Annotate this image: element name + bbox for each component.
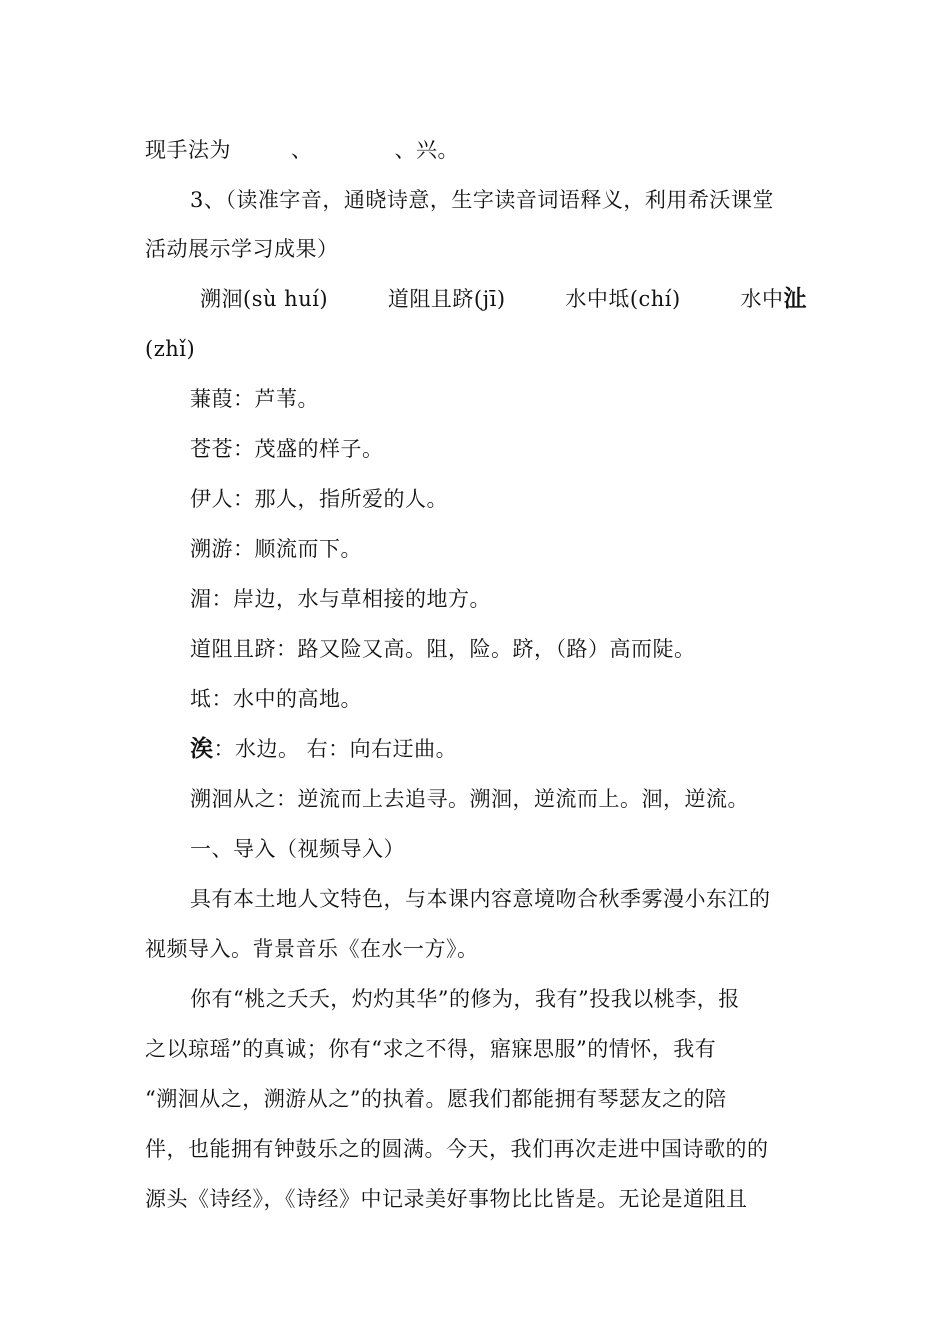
pronunciation-suhui: 溯洄(sù huí)	[200, 287, 329, 311]
definition-daozuqieji: 道阻且跻：路又险又高。阻，险。跻，（路）高而陡。	[190, 637, 696, 661]
definition-chi: 坻：水中的高地。	[190, 687, 362, 711]
text-fragment: 沚	[783, 285, 807, 312]
paragraph-line	[145, 1084, 807, 1114]
line-step-3-cont: 活动展示学习成果）	[145, 237, 339, 261]
section-heading-intro: 一、导入（视频导入）	[190, 837, 405, 861]
paragraph-text: 之以琼瑶”的真诚；你有“求之不得，寤寐思服”的情怀，我有	[145, 1037, 717, 1061]
pronunciation-chi: 水中坻(chí)	[565, 287, 681, 311]
paragraph-line: 视频导入。背景音乐《在水一方》。	[145, 937, 479, 961]
paragraph-text: 你有“桃之夭夭，灼灼其华”的修为，我有”投我以桃李，报	[190, 987, 740, 1011]
line-zhi-pinyin: (zhǐ)	[145, 337, 196, 361]
paragraph-text: “溯洄从之，溯游从之”的执着。愿我们都能拥有琴瑟友之的陪	[145, 1087, 727, 1111]
paragraph-line	[190, 984, 807, 1014]
paragraph-text: 源头《诗经》，《诗经》中记录美好事物比比皆是。无论是道阻且	[145, 1187, 748, 1211]
text-fragment: ：水边。 右：向右迂曲。	[213, 737, 458, 761]
definition-mei: 湄：岸边，水与草相接的地方。	[190, 587, 491, 611]
pronunciation-ji: 道阻且跻(jī)	[387, 287, 506, 311]
paragraph-line	[145, 1184, 807, 1214]
text-fragment: 现手法为	[145, 138, 231, 162]
line-step-3	[190, 185, 807, 215]
paragraph-line	[145, 1134, 807, 1164]
paragraph-line	[145, 1034, 807, 1064]
definition-yiren: 伊人：那人，指所爱的人。	[190, 487, 448, 511]
definition-cangcang: 苍苍：茂盛的样子。	[190, 437, 384, 461]
definition-si-you	[190, 734, 457, 764]
text-fragment: 、兴。	[394, 138, 459, 162]
definition-suyou: 溯游：顺流而下。	[190, 537, 362, 561]
text-fragment: 水中	[740, 287, 784, 311]
paragraph-text: 具有本土地人文特色，与本课内容意境吻合秋季雾漫小东江的	[190, 887, 771, 911]
definition-jianjia: 蒹葭：芦苇。	[190, 387, 319, 411]
text-fragment: 涘	[190, 735, 214, 762]
paragraph-line	[190, 884, 807, 914]
line-pronunciations	[200, 284, 807, 314]
pronunciation-zhi	[741, 284, 808, 314]
line-expression-techniques	[145, 135, 459, 165]
paragraph-text: 3、（读准字音，通晓诗意，生字读音词语释义，利用希沃课堂	[190, 188, 774, 212]
definition-suhuicongzhi: 溯洄从之：逆流而上去追寻。溯洄，逆流而上。洄，逆流。	[190, 787, 749, 811]
paragraph-text: 伴，也能拥有钟鼓乐之的圆满。今天，我们再次走进中国诗歌的的	[145, 1137, 769, 1161]
text-fragment: 、	[291, 138, 313, 162]
